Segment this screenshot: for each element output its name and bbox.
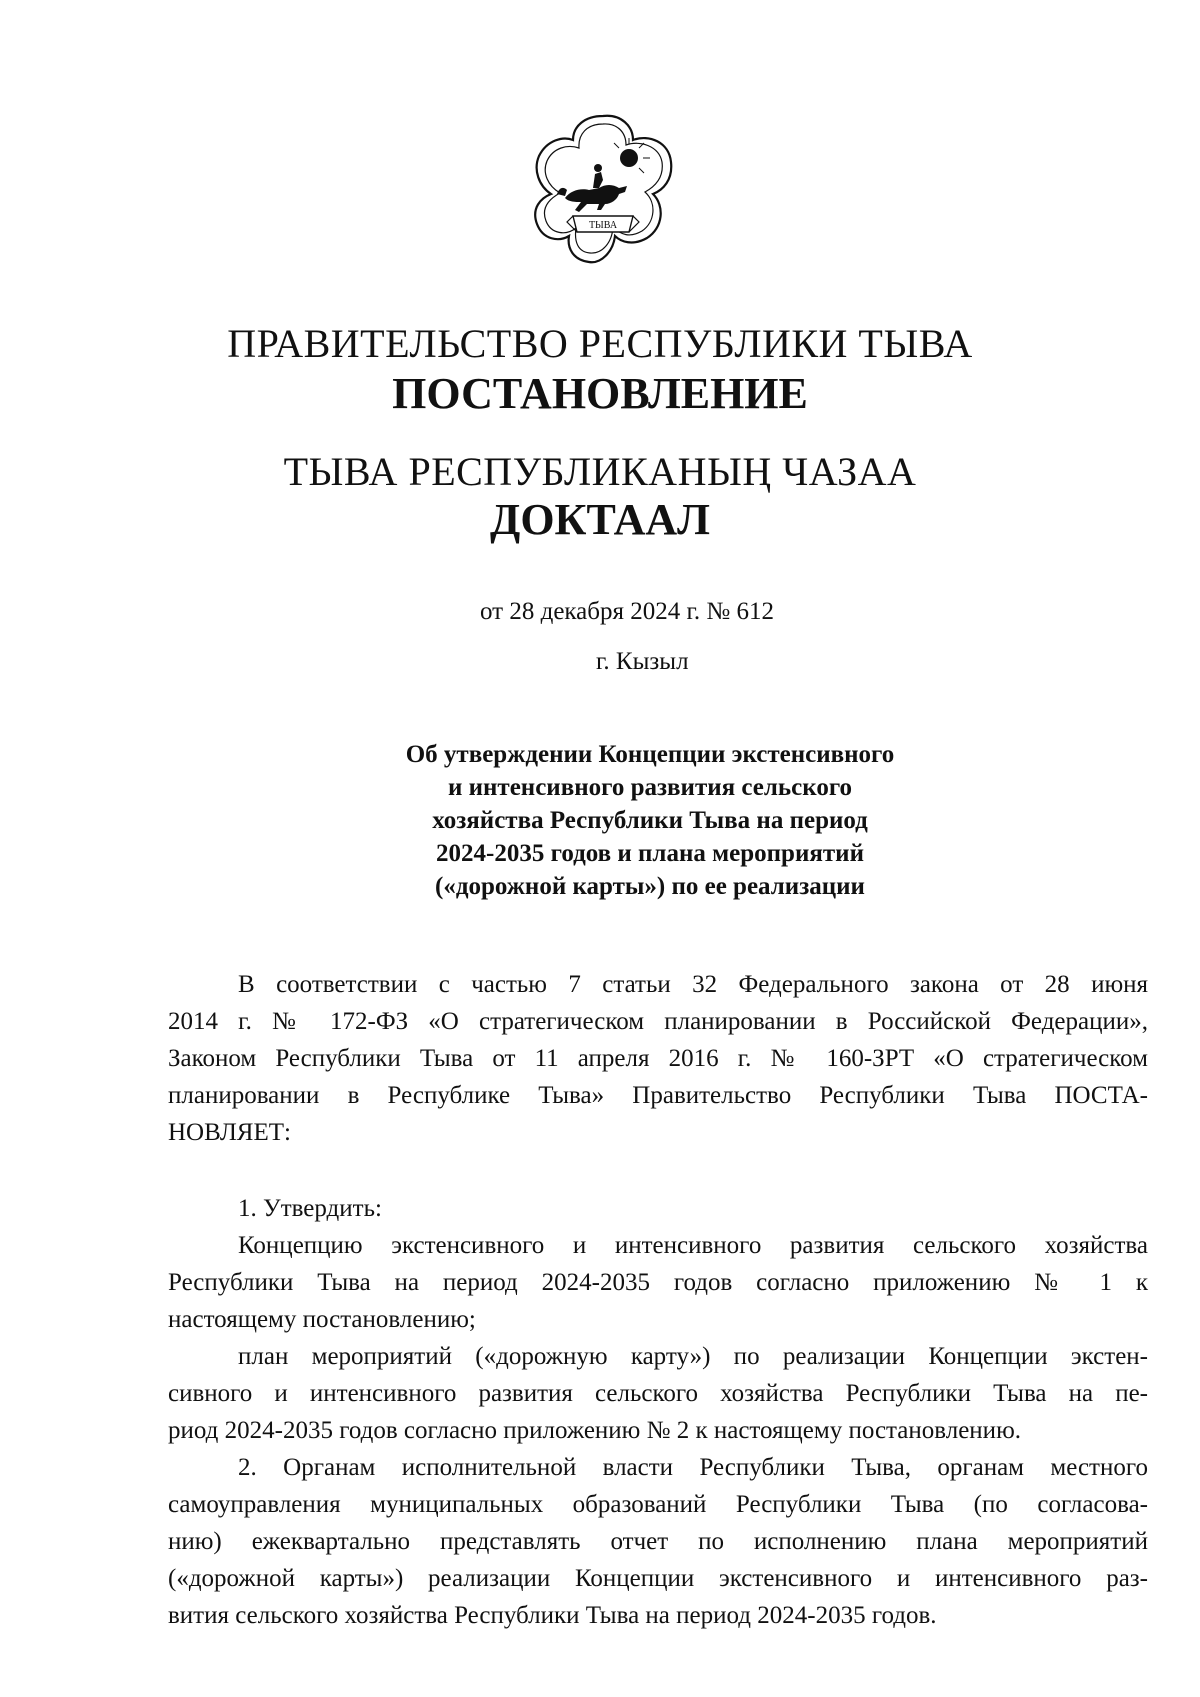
decree-date-number: от 28 декабря 2024 г. № 612 bbox=[480, 598, 775, 625]
item-2-line: («дорожной карты») реализации Концепции экстенсивного и интенсивного раз- bbox=[168, 1565, 1148, 1592]
decree-title-ru: ПОСТАНОВЛЕНИЕ bbox=[392, 369, 808, 418]
decree-items bbox=[168, 1190, 1148, 1634]
preamble-line: В соответствии с частью 7 статьи 32 Федерального закона от 28 июня bbox=[238, 971, 1148, 998]
svg-text:ТЫВА: ТЫВА bbox=[588, 220, 618, 231]
subject-line: хозяйства Республики Тыва на период bbox=[432, 807, 868, 834]
subject-line: и интенсивного развития сельского bbox=[447, 774, 853, 801]
subject-line: («дорожной карты») по ее реализации bbox=[435, 873, 865, 900]
item-1a-line: Республики Тыва на период 2024-2035 годов согласно приложению № 1 к bbox=[168, 1269, 1148, 1296]
preamble-paragraph bbox=[168, 966, 1148, 1151]
tuva-coat-of-arms-icon bbox=[529, 110, 677, 270]
item-2-line: вития сельского хозяйства Республики Тыва на период 2024-2035 годов. bbox=[168, 1602, 937, 1629]
item-1a-line: настоящему постановлению; bbox=[168, 1306, 476, 1333]
preamble-line: 2014 г. № 172-ФЗ «О стратегическом планировании в Российской Федерации», bbox=[168, 1008, 1148, 1035]
subject-line: 2024-2035 годов и плана мероприятий bbox=[436, 840, 864, 867]
government-title-ru: ПРАВИТЕЛЬСТВО РЕСПУБЛИКИ ТЫВА bbox=[227, 321, 973, 366]
preamble-line: планировании в Республике Тыва» Правительство Республики Тыва ПОСТА- bbox=[168, 1082, 1148, 1109]
item-1b-line: риод 2024-2035 годов согласно приложению № 2 к настоящему постановлению. bbox=[168, 1417, 1021, 1444]
subject-line: Об утверждении Концепции экстенсивного bbox=[405, 741, 895, 768]
item-2-line: 2. Органам исполнительной власти Республики Тыва, органам местного bbox=[238, 1454, 1148, 1481]
decree-subject bbox=[340, 738, 960, 903]
decree-city: г. Кызыл bbox=[596, 648, 689, 675]
item-1b-line: сивного и интенсивного развития сельского хозяйства Республики Тыва на пе- bbox=[168, 1380, 1148, 1407]
preamble-line: НОВЛЯЕТ: bbox=[168, 1119, 291, 1146]
item-1b-line: план мероприятий («дорожную карту») по реализации Концепции экстен- bbox=[238, 1343, 1148, 1370]
item-2-line: нию) ежеквартально представлять отчет по исполнению плана мероприятий bbox=[168, 1528, 1148, 1555]
item-2-line: самоуправления муниципальных образований Республики Тыва (по согласова- bbox=[168, 1491, 1148, 1518]
government-title-tyv: ТЫВА РЕСПУБЛИКАНЫҢ ЧАЗАА bbox=[283, 449, 917, 494]
item-1-heading: 1. Утвердить: bbox=[238, 1195, 382, 1222]
decree-title-tyv: ДОКТААЛ bbox=[490, 495, 710, 544]
item-1a-line: Концепцию экстенсивного и интенсивного развития сельского хозяйства bbox=[238, 1232, 1148, 1259]
preamble-line: Законом Республики Тыва от 11 апреля 2016 г. № 160-ЗРТ «О стратегическом bbox=[168, 1045, 1148, 1072]
